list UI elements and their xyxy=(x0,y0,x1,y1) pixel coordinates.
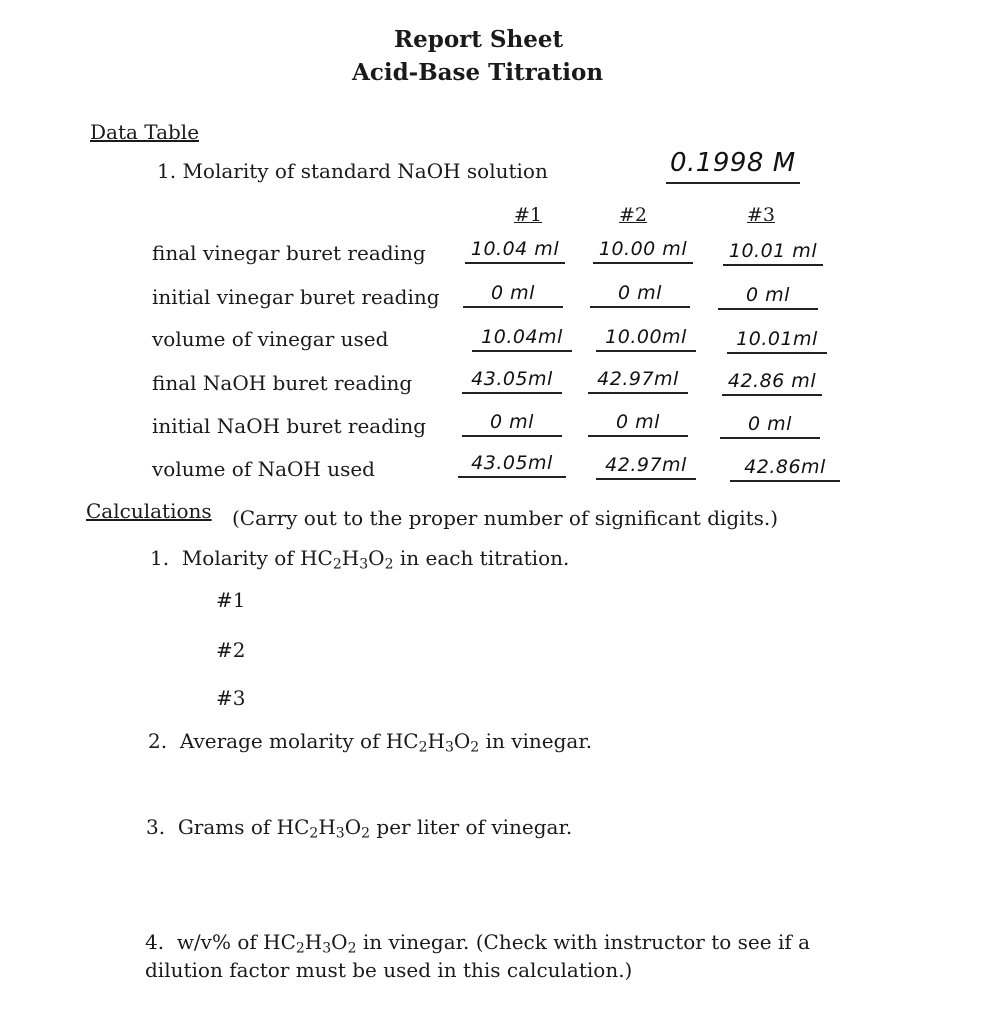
question-2: 2. Average molarity of $HC_2H_3O_2$ in vinegar. xyxy=(148,729,593,756)
table-cell: 0 ml xyxy=(588,411,688,437)
question-1: 1. Molarity of $HC_2H_3O_2$ in each titration. xyxy=(150,546,570,573)
row-label: final vinegar buret reading xyxy=(152,241,426,265)
row-label: volume of vinegar used xyxy=(152,327,389,351)
row-label: initial vinegar buret reading xyxy=(152,285,440,309)
column-header-3: #3 xyxy=(746,204,775,226)
molarity-value: 0.1998 M xyxy=(666,148,800,184)
table-cell: 42.97ml xyxy=(596,454,696,480)
table-cell: 0 ml xyxy=(463,282,563,308)
table-cell: 42.97ml xyxy=(588,368,688,394)
trial-label-3: #3 xyxy=(216,686,246,710)
row-label: final NaOH buret reading xyxy=(152,371,413,395)
page-subtitle: Acid-Base Titration xyxy=(352,59,604,86)
column-header-1: #1 xyxy=(513,204,542,226)
page-title: Report Sheet xyxy=(394,26,564,53)
table-cell: 43.05ml xyxy=(458,452,566,478)
table-cell: 0 ml xyxy=(590,282,690,308)
column-header-2: #2 xyxy=(618,204,647,226)
molarity-label: 1. Molarity of standard NaOH solution xyxy=(157,159,548,183)
question-4-line-2: dilution factor must be used in this calculation.) xyxy=(145,958,633,982)
question-4: 4. w/v% of $HC_2H_3O_2$ in vinegar. (Check with instructor to see if a xyxy=(145,930,811,957)
table-cell: 10.00 ml xyxy=(593,238,693,264)
trial-label-1: #1 xyxy=(216,588,246,612)
table-cell: 42.86ml xyxy=(730,456,840,482)
trial-label-2: #2 xyxy=(216,638,246,662)
table-cell: 0 ml xyxy=(718,284,818,310)
table-cell: 10.01 ml xyxy=(723,240,823,266)
question-3: 3. Grams of $HC_2H_3O_2$ per liter of vinegar. xyxy=(146,815,573,842)
row-label: volume of NaOH used xyxy=(152,457,375,481)
table-cell: 10.00ml xyxy=(596,326,696,352)
table-cell: 0 ml xyxy=(462,411,562,437)
row-label: initial NaOH buret reading xyxy=(152,414,427,438)
data-table-heading: Data Table xyxy=(90,120,200,144)
table-cell: 10.01ml xyxy=(727,328,827,354)
table-cell: 43.05ml xyxy=(462,368,562,394)
table-cell: 0 ml xyxy=(720,413,820,439)
calculations-heading: Calculations xyxy=(86,499,212,523)
table-cell: 42.86 ml xyxy=(722,370,822,396)
table-cell: 10.04ml xyxy=(472,326,572,352)
calculations-note: (Carry out to the proper number of significant digits.) xyxy=(232,506,779,530)
table-cell: 10.04 ml xyxy=(465,238,565,264)
